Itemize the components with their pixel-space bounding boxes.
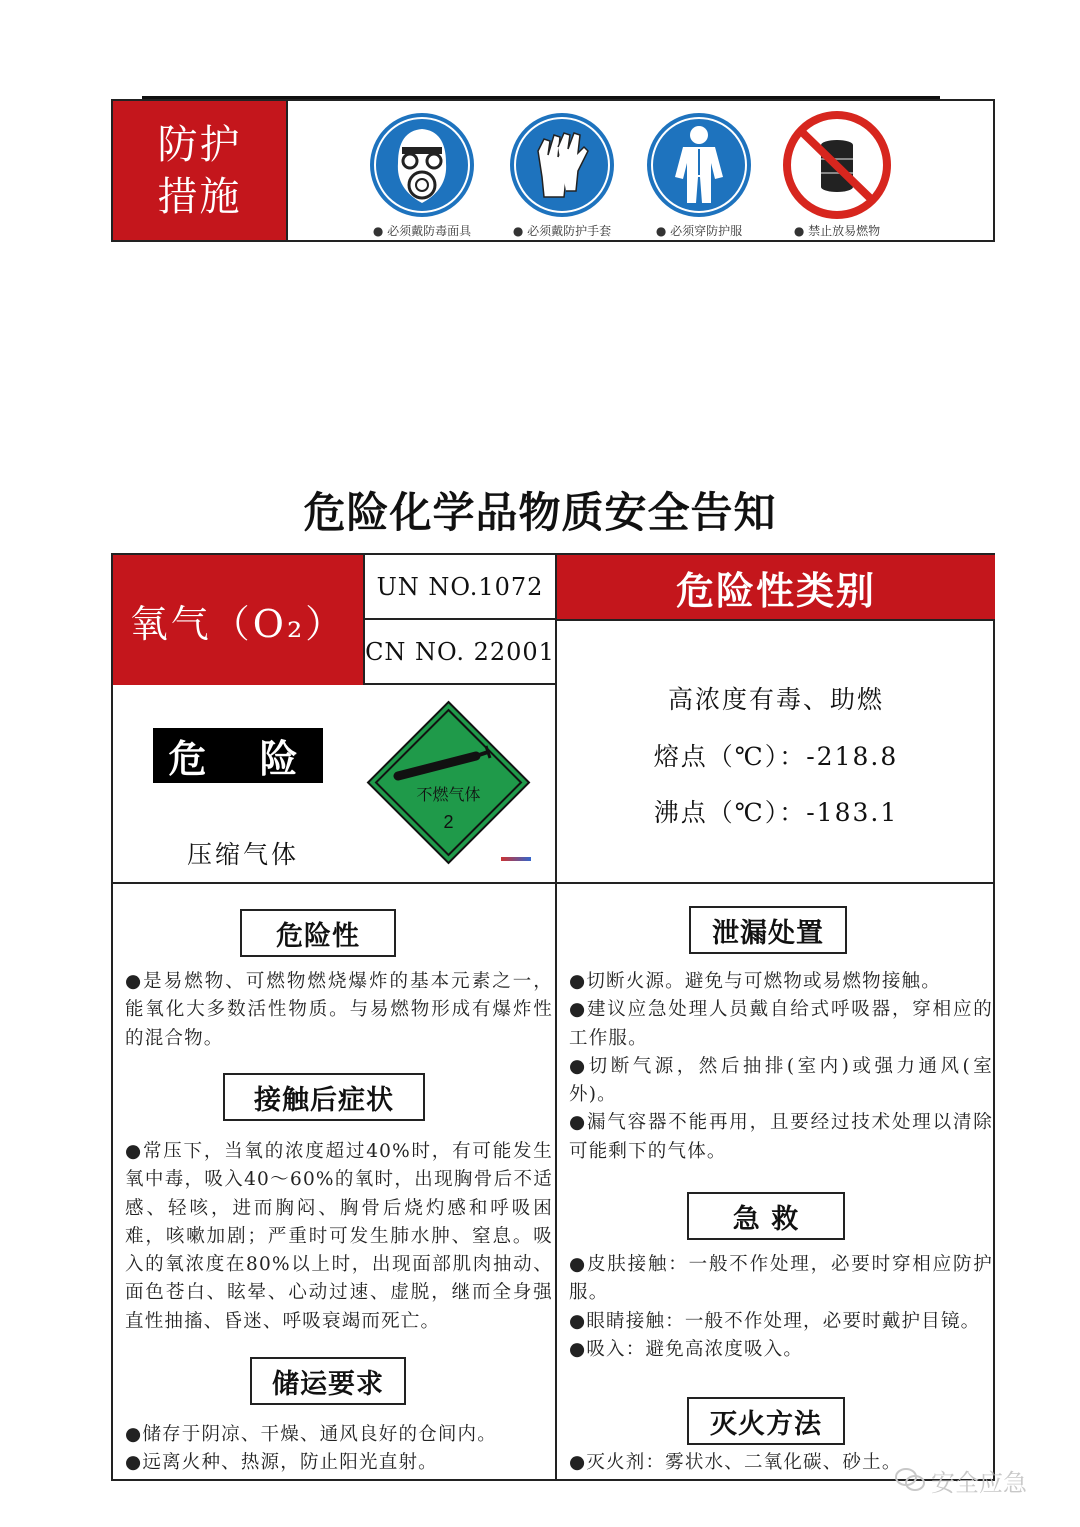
first-aid-text <box>569 1251 993 1364</box>
storage-text <box>125 1421 553 1478</box>
fire-paragraph: ●灭火剂：雾状水、二氧化碳、砂土。 <box>569 1452 902 1473</box>
hazard-description: 高浓度有毒、助燃 <box>667 685 884 714</box>
watermark-text: 安全应急 <box>931 1468 1027 1497</box>
protection-panel <box>111 99 995 242</box>
gloves-caption: ● 必须戴防护手套 <box>512 224 612 238</box>
no-flammables-icon <box>783 111 891 219</box>
leak-item: ●建议应急处理人员戴自给式呼吸器，穿相应的工作服。 <box>569 999 993 1049</box>
fire-heading: 灭火方法 <box>687 1397 845 1445</box>
first-aid-item: ●皮肤接触：一般不作处理，必要时穿相应防护服。 <box>569 1254 993 1304</box>
gas-kind: 压缩气体 <box>186 840 299 869</box>
protection-label-line1: 防护 <box>157 121 242 168</box>
first-aid-item: ●眼睛接触：一般不作处理，必要时戴护目镜。 <box>569 1310 981 1332</box>
hazard-class-heading: 危险性类别 <box>557 555 995 619</box>
page-title: 危险化学品物质安全告知 <box>303 488 777 537</box>
protection-label-line2: 措施 <box>157 173 242 220</box>
hazard-text <box>125 968 553 1053</box>
symptoms-heading: 接触后症状 <box>223 1073 425 1121</box>
watermark <box>895 1460 1065 1500</box>
chat-bubble-icon <box>895 1467 925 1493</box>
protective-gloves-icon <box>508 111 616 219</box>
source-mark <box>501 857 531 861</box>
cn-number: CN NO. 22001 <box>365 637 555 666</box>
leak-text <box>569 968 993 1166</box>
storage-heading: 储运要求 <box>250 1357 406 1405</box>
right-header-rule <box>557 619 995 621</box>
suit-caption: ● 必须穿防护服 <box>655 224 743 238</box>
symptoms-text <box>125 1138 553 1336</box>
boiling-point: 沸点（℃）：-183.1 <box>653 798 899 827</box>
un-number: UN NO.1072 <box>376 572 544 601</box>
diamond-label: 不燃气体 <box>416 787 481 804</box>
diamond-class: 2 <box>443 812 454 832</box>
first-aid-item: ●吸入：避免高浓度吸入。 <box>569 1338 804 1360</box>
middle-rule <box>113 882 995 884</box>
signal-word: 危 险 <box>153 728 323 783</box>
no-flammables-caption: ● 禁止放易燃物 <box>793 224 881 238</box>
melting-point: 熔点（℃）：-218.8 <box>653 742 899 771</box>
leak-item: ●切断火源。避免与可燃物或易燃物接触。 <box>569 971 941 992</box>
storage-item: ●远离火种、热源，防止阳光直射。 <box>125 1452 438 1474</box>
protective-suit-icon <box>645 111 753 219</box>
hazard-paragraph: ●是易燃物、可燃物燃烧爆炸的基本元素之一，能氧化大多数活性物质。与易燃物形成有爆炸性的混合物。 <box>125 971 553 1049</box>
gas-mask-caption: ● 必须戴防毒面具 <box>372 224 472 238</box>
symptoms-paragraph: ●常压下，当氧的浓度超过40%时，有可能发生氧中毒，吸入40～60%的氧时，出现胸骨后不适感、轻咳，进而胸闷、胸骨后烧灼感和呼吸困难，咳嗽加剧；严重时可发生肺水肿、窒息。吸入的氧浓度在80%以上时，出现面部肌肉抽动、面色苍白、眩晕、心动过速、虚脱，继而全身强直性抽搐、昏迷、呼吸衰竭而死亡。 <box>125 1141 553 1332</box>
hazard-heading: 危险性 <box>240 909 396 957</box>
safety-sheet <box>111 553 995 1481</box>
gas-mask-icon <box>368 111 476 219</box>
chemical-name: 氧气（O₂） <box>113 555 363 685</box>
non-flammable-gas-diamond <box>366 700 531 865</box>
leak-item: ●漏气容器不能再用，且要经过技术处理以清除可能剩下的气体。 <box>569 1112 993 1162</box>
leak-item: ●切断气源，然后抽排(室内)或强力通风(室外)。 <box>569 1055 993 1106</box>
leak-heading: 泄漏处置 <box>689 906 847 954</box>
storage-item: ●储存于阴凉、干燥、通风良好的仓间内。 <box>125 1424 497 1445</box>
protection-label <box>113 101 288 240</box>
first-aid-heading: 急 救 <box>687 1192 845 1240</box>
